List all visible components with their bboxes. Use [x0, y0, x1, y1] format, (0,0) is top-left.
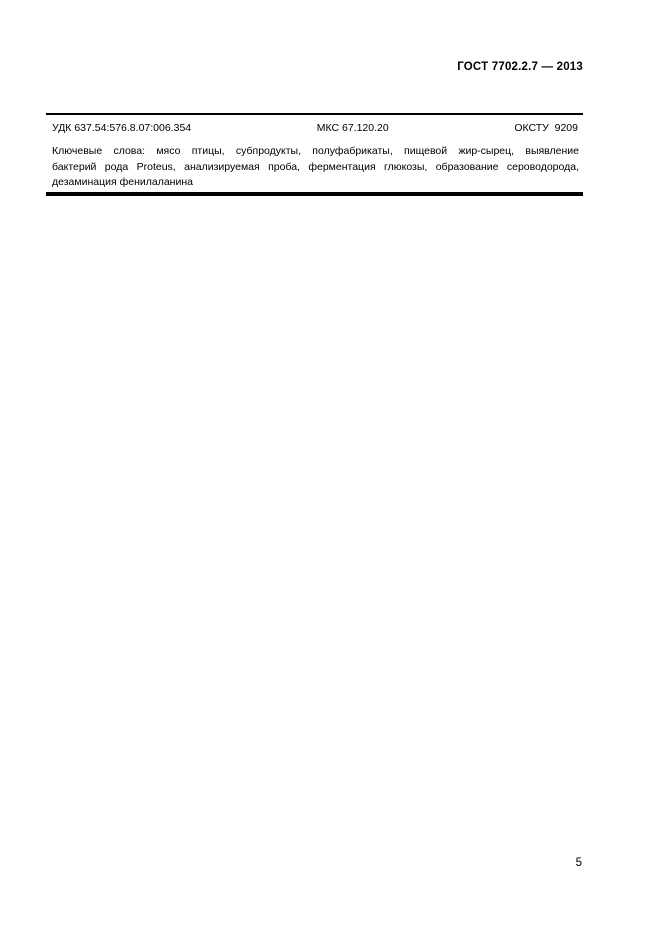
top-rule — [46, 113, 583, 115]
keywords-line: дезаминация фенилаланина — [52, 176, 193, 188]
keywords-line: Ключевые слова: мясо птицы, субпродукты, полуфабрикаты, пищевой жир-сырец, выявление — [52, 145, 579, 157]
keywords-line: бактерий рода Proteus, анализируемая проба, ферментация глюкозы, образование сероводорода, — [52, 160, 579, 173]
okstu-code: ОКСТУ 9209 — [514, 122, 578, 134]
codes-row — [52, 122, 578, 135]
keywords-paragraph — [52, 144, 579, 191]
standard-designation: ГОСТ 7702.2.7 — 2013 — [457, 61, 583, 73]
bottom-rule — [46, 192, 583, 196]
mks-code: МКС 67.120.20 — [316, 122, 389, 134]
page-number: 5 — [575, 857, 582, 869]
udk-code: УДК 637.54:576.8.07:006.354 — [52, 122, 192, 134]
